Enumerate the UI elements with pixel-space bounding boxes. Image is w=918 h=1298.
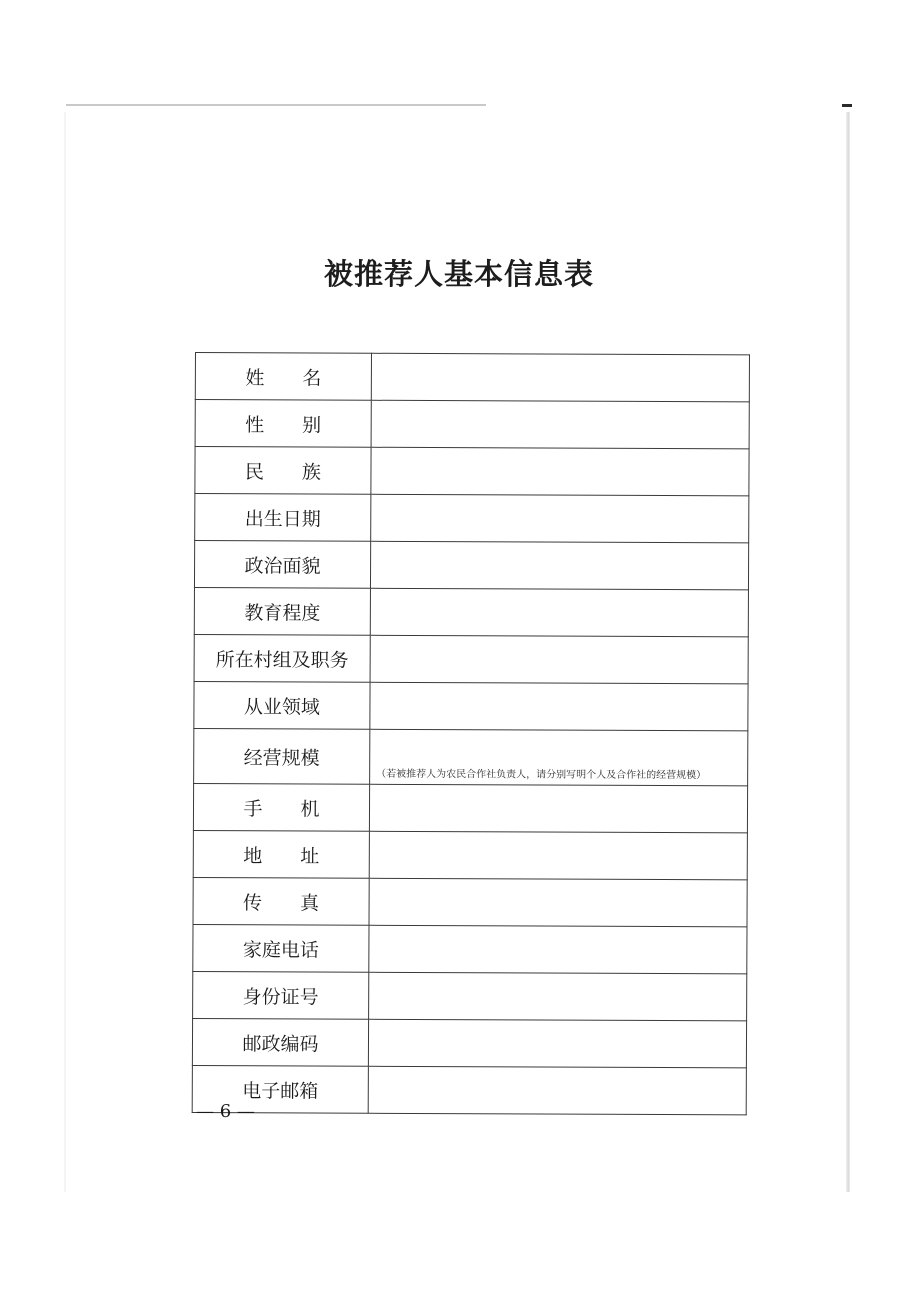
field-label-name: 姓 名 (195, 353, 371, 401)
field-value-home-phone[interactable] (369, 925, 747, 974)
table-row (195, 400, 749, 449)
field-value-postal-code[interactable] (368, 1019, 746, 1068)
table-row (195, 494, 749, 543)
table-row (194, 728, 748, 785)
field-label-mobile: 手 机 (193, 783, 369, 831)
business-scale-note: （若被推荐人为农民合作社负责人，请分别写明个人及合作社的经营规模） (376, 768, 707, 782)
field-label-id-number: 身份证号 (193, 971, 369, 1019)
table-row (194, 587, 748, 636)
field-value-village-and-position[interactable] (370, 635, 748, 684)
field-label-fax: 传 真 (193, 877, 369, 925)
field-label-gender: 性 别 (195, 400, 371, 448)
table-row (194, 541, 748, 590)
field-value-education[interactable] (370, 588, 748, 637)
field-label-home-phone: 家庭电话 (193, 924, 369, 972)
field-label-email: 电子邮箱 (192, 1065, 368, 1113)
field-label-birth-date: 出生日期 (195, 494, 371, 542)
table-row (194, 634, 748, 683)
field-label-political-status: 政治面貌 (194, 541, 370, 589)
field-value-business-scale[interactable] (370, 729, 748, 786)
field-label-education: 教育程度 (194, 587, 370, 635)
field-label-ethnicity: 民 族 (195, 447, 371, 495)
field-value-email[interactable] (368, 1066, 746, 1115)
table-row (195, 353, 749, 402)
field-value-gender[interactable] (371, 400, 749, 449)
table-row (193, 877, 747, 926)
table-row (195, 447, 749, 496)
info-table (192, 352, 750, 1115)
table-row (193, 971, 747, 1020)
field-label-postal-code: 邮政编码 (192, 1018, 368, 1066)
field-label-industry: 从业领域 (194, 681, 370, 729)
field-value-fax[interactable] (369, 878, 747, 927)
field-label-village-and-position: 所在村组及职务 (194, 634, 370, 682)
scan-edge-top (66, 104, 486, 106)
table-row (194, 681, 748, 730)
page-number: — 6 — (196, 1101, 255, 1122)
table-row (192, 1018, 746, 1067)
scan-edge-mark (842, 104, 852, 107)
table-row (192, 1065, 746, 1114)
field-value-birth-date[interactable] (371, 494, 749, 543)
field-label-business-scale: 经营规模 (194, 728, 370, 784)
table-row (193, 924, 747, 973)
form-title: 被推荐人基本信息表 (323, 257, 594, 291)
field-value-address[interactable] (369, 831, 747, 880)
field-value-id-number[interactable] (369, 972, 747, 1021)
field-value-mobile[interactable] (369, 784, 747, 833)
field-value-industry[interactable] (370, 682, 748, 731)
field-value-name[interactable] (371, 353, 749, 402)
field-value-ethnicity[interactable] (371, 447, 749, 496)
table-row (193, 783, 747, 832)
field-value-political-status[interactable] (370, 541, 748, 590)
table-row (193, 830, 747, 879)
field-label-address: 地 址 (193, 830, 369, 878)
